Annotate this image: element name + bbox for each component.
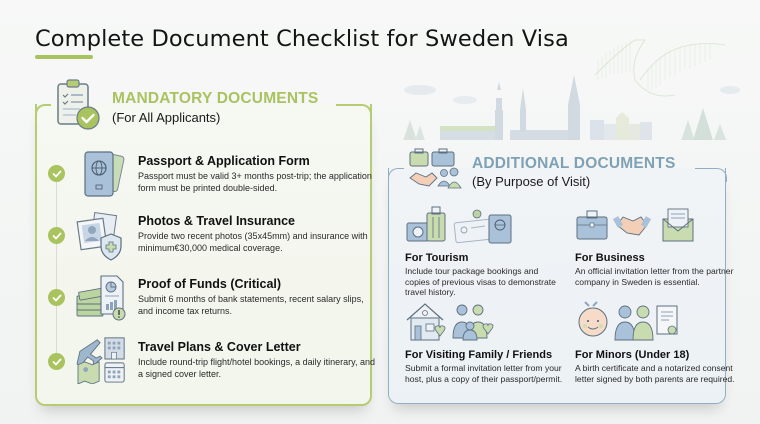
page-title: Complete Document Checklist for Sweden Visa — [35, 26, 569, 52]
mandatory-item-passport — [0, 150, 380, 212]
additional-item-description: Submit a formal invitation letter from your host, plus a copy of their passport/permit. — [405, 363, 563, 384]
mandatory-item-description: Passport must be valid 3+ months post-trip; the application form must be printed double-sided. — [138, 171, 372, 193]
check-icon — [48, 289, 65, 306]
clipboard-check-icon — [54, 78, 104, 134]
additional-item-title: For Business — [575, 252, 645, 264]
passport-icon — [75, 150, 131, 200]
minors-icon — [575, 300, 705, 342]
family-friends-icon — [405, 300, 535, 342]
additional-item-tourism — [405, 203, 575, 298]
tourism-icon — [405, 203, 535, 245]
additional-item-minors — [575, 300, 745, 384]
additional-item-description: Include tour package bookings and copies of previous visas to demonstrate travel history. — [405, 266, 556, 298]
additional-item-family-friends — [405, 300, 575, 384]
photos-insurance-shield-icon — [75, 212, 131, 262]
additional-item-business — [575, 203, 745, 287]
additional-item-description: A birth certificate and a notarized consent letter signed by both parents are required. — [575, 363, 735, 384]
mandatory-item-travel-plans — [0, 338, 380, 400]
mandatory-documents-subtitle: (For All Applicants) — [112, 110, 221, 125]
mandatory-documents-title: MANDATORY DOCUMENTS — [112, 90, 319, 107]
additional-documents-subtitle: (By Purpose of Visit) — [472, 174, 591, 189]
mandatory-item-title: Passport & Application Form — [138, 154, 310, 168]
mandatory-item-description: Provide two recent photos (35x45mm) and insurance with minimum€30,000 medical coverage. — [138, 231, 368, 253]
additional-documents-title: ADDITIONAL DOCUMENTS — [472, 155, 676, 172]
additional-item-description: An official invitation letter from the partner company in Sweden is essential. — [575, 266, 734, 287]
additional-item-title: For Minors (Under 18) — [575, 349, 690, 361]
stockholm-skyline-illustration — [390, 20, 760, 140]
travel-plans-icon — [75, 334, 131, 384]
check-icon — [48, 227, 65, 244]
title-underline — [35, 55, 93, 59]
mandatory-item-title: Travel Plans & Cover Letter — [138, 340, 301, 354]
money-document-icon — [75, 274, 131, 324]
additional-item-title: For Visiting Family / Friends — [405, 349, 553, 361]
mandatory-item-proof-of-funds — [0, 276, 380, 338]
mandatory-item-title: Proof of Funds (Critical) — [138, 277, 282, 291]
business-icon — [575, 203, 705, 245]
luggage-handshake-family-icon — [408, 148, 464, 190]
mandatory-item-title: Photos & Travel Insurance — [138, 214, 295, 228]
check-icon — [48, 353, 65, 370]
mandatory-item-description: Submit 6 months of bank statements, recent salary slips, and income tax returns. — [138, 294, 364, 316]
additional-item-title: For Tourism — [405, 252, 469, 264]
mandatory-item-description: Include round-trip flight/hotel bookings, a daily itinerary, and a signed cover letter. — [138, 357, 375, 379]
mandatory-item-photos-insurance — [0, 212, 380, 274]
check-icon — [48, 165, 65, 182]
